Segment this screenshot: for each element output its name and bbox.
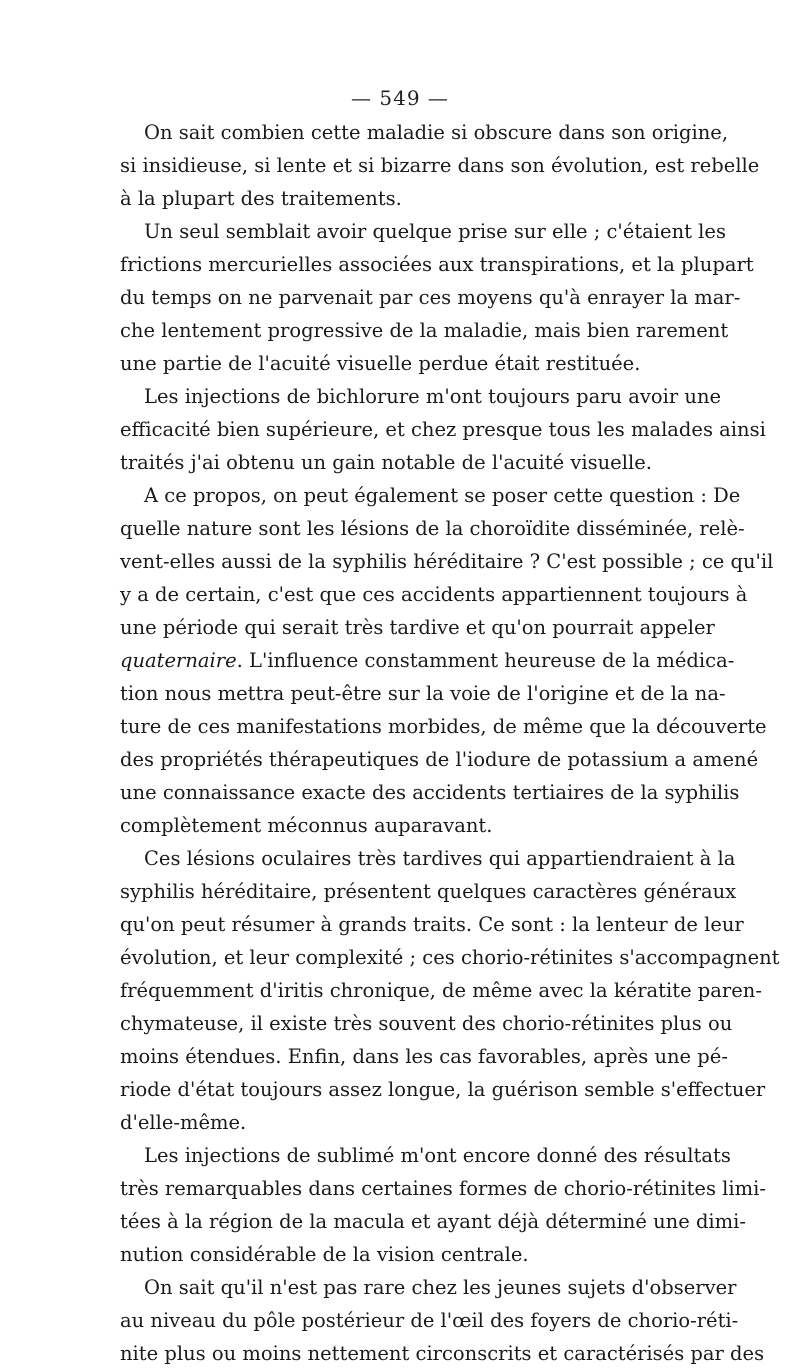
text-line: qu'on peut résumer à grands traits. Ce sont : la lenteur de leur — [120, 913, 744, 936]
text-line: du temps on ne parvenait par ces moyens qu'à enrayer la mar- — [120, 286, 741, 309]
text-line: nution considérable de la vision centrale. — [120, 1243, 529, 1266]
body-text — [120, 116, 780, 1370]
text-line: efficacité bien supérieure, et chez presque tous les malades ainsi — [120, 418, 766, 441]
text-line: au niveau du pôle postérieur de l'œil des foyers de chorio-réti- — [120, 1309, 739, 1332]
paragraph — [120, 380, 766, 479]
text-line: riode d'état toujours assez longue, la guérison semble s'effectuer — [120, 1078, 766, 1101]
paragraph — [120, 116, 760, 215]
text-line: nite plus ou moins nettement circonscrits et caractérisés par des — [120, 1342, 765, 1365]
text-line: Les injections de sublimé m'ont encore donné des résultats — [144, 1144, 731, 1167]
text-line: vent-elles aussi de la syphilis héréditaire ? C'est possible ; ce qu'il — [120, 550, 774, 573]
text-line-italic-term — [120, 644, 735, 677]
text-line: che lentement progressive de la maladie, mais bien rarement — [120, 319, 729, 342]
text-line: chymateuse, il existe très souvent des chorio-rétinites plus ou — [120, 1012, 733, 1035]
text-line: On sait combien cette maladie si obscure dans son origine, — [144, 121, 729, 144]
text-line-rest: . L'influence constamment heureuse de la médica- — [236, 649, 735, 672]
text-line: fréquemment d'iritis chronique, de même avec la kératite paren- — [120, 979, 762, 1002]
paragraph — [120, 215, 754, 380]
text-line: à la plupart des traitements. — [120, 187, 402, 210]
paragraph — [120, 479, 774, 842]
text-line: évolution, et leur complexité ; ces chorio-rétinites s'accompagnent — [120, 946, 780, 969]
text-line: tion nous mettra peut-être sur la voie de l'origine et de la na- — [120, 682, 726, 705]
text-line: On sait qu'il n'est pas rare chez les jeunes sujets d'observer — [144, 1276, 737, 1299]
text-line: Un seul semblait avoir quelque prise sur elle ; c'étaient les — [144, 220, 726, 243]
text-line: d'elle-même. — [120, 1111, 247, 1134]
text-line: des propriétés thérapeutiques de l'iodure de potassium a amené — [120, 748, 759, 771]
italic-term: quaternaire — [120, 649, 237, 672]
text-line: complètement méconnus auparavant. — [120, 814, 493, 837]
text-line: Les injections de bichlorure m'ont toujours paru avoir une — [144, 385, 722, 408]
text-line: moins étendues. Enfin, dans les cas favorables, après une pé- — [120, 1045, 728, 1068]
text-line: tées à la région de la macula et ayant déjà déterminé une dimi- — [120, 1210, 746, 1233]
text-line: quelle nature sont les lésions de la choroïdite disséminée, relè- — [120, 517, 745, 540]
text-line: Ces lésions oculaires très tardives qui appartiendraient à la — [144, 847, 736, 870]
text-line: une connaissance exacte des accidents tertiaires de la syphilis — [120, 781, 740, 804]
text-line: frictions mercurielles associées aux transpirations, et la plupart — [120, 253, 754, 276]
page-number: — 549 — — [351, 86, 449, 110]
text-line: syphilis héréditaire, présentent quelques caractères généraux — [120, 880, 737, 903]
text-line: une période qui serait très tardive et qu'on pourrait appeler — [120, 616, 715, 639]
text-line: très remarquables dans certaines formes de chorio-rétinites limi- — [120, 1177, 766, 1200]
paragraph — [120, 842, 780, 1139]
paragraph — [120, 1271, 765, 1370]
paragraph — [120, 1139, 766, 1271]
text-line: si insidieuse, si lente et si bizarre dans son évolution, est rebelle — [120, 154, 760, 177]
text-line: traités j'ai obtenu un gain notable de l'acuité visuelle. — [120, 451, 652, 474]
text-line: une partie de l'acuité visuelle perdue était restituée. — [120, 352, 641, 375]
text-line: ture de ces manifestations morbides, de même que la découverte — [120, 715, 767, 738]
text-line: y a de certain, c'est que ces accidents appartiennent toujours à — [120, 583, 748, 606]
text-line: A ce propos, on peut également se poser cette question : De — [144, 484, 741, 507]
